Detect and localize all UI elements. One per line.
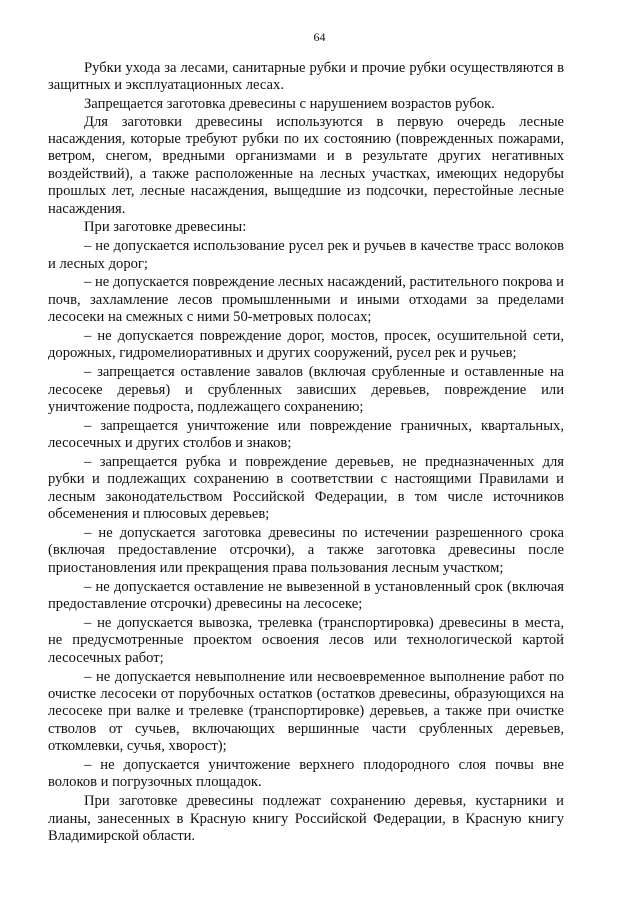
paragraph-5: При заготовке древесины подлежат сохранению деревья, кустарники и лианы, занесенных в Красную книгу Российской Федерации, в Красную книгу Владимирской области. (48, 793, 564, 844)
list-item-1: – не допускается использование русел рек и ручьев в качестве трасс волоков и лесных дорог; (48, 238, 564, 272)
list-item-3: – не допускается повреждение дорог, мостов, просек, осушительной сети, дорожных, гидромелиоративных и других сооружений, русел рек и ручьев; (48, 328, 564, 362)
paragraph-1: Рубки ухода за лесами, санитарные рубки и прочие рубки осуществляются в защитных и эксплуатационных лесах. (48, 60, 564, 94)
list-item-5: – запрещается уничтожение или повреждение граничных, квартальных, лесосечных и других столбов и знаков; (48, 417, 564, 452)
list-item-6: – запрещается рубка и повреждение деревьев, не предназначенных для рубки и подлежащих сохранению в соответствии с настоящими Правилами и лесным законодательством Российской Федерации, в том числе источников обсеменения и плюсовых деревьев; (48, 454, 564, 523)
document-body (48, 60, 564, 845)
list-item-9: – не допускается вывозка, трелевка (транспортировка) древесины в места, не предусмотренные проектом освоения лесов или технологической картой лесосечных работ; (48, 614, 564, 666)
paragraph-2: Запрещается заготовка древесины с нарушением возрастов рубок. (84, 96, 495, 113)
page-number: 64 (313, 30, 326, 44)
paragraph-3: Для заготовки древесины используются в первую очередь лесные насаждения, которые требуют рубки по их состоянию (поврежденных пожарами, ветром, снегом, вредными организмами и в результате других негативных воздействий), а также расположенные на лесных участках, имеющих недорубы прошлых лет, лесные насаждения, выщедшие из подсочки, перестойные лесные насаждения. (48, 113, 564, 217)
list-item-8: – не допускается оставление не вывезенной в установленный срок (включая предоставление отсрочки) древесины на лесосеке; (48, 578, 564, 613)
list-item-2: – не допускается повреждение лесных насаждений, растительного покрова и почв, захламление лесов промышленными и иными отходами за пределами лесосеки на смежных с ними 50-метровых полосах; (48, 274, 564, 326)
list-item-11: – не допускается уничтожение верхнего плодородного слоя почвы вне волоков и погрузочных площадок. (48, 756, 564, 791)
list-item-10: – не допускается невыполнение или несвоевременное выполнение работ по очистке лесосеки от порубочных остатков (остатков древесины, образующихся на лесосеке при валке и трелевке (транспортировке) деревьев, а также при очистке стволов от сучьев, включающих вершинные части срубленных деревьев, откомлевки, сучья, хворост); (48, 668, 564, 755)
paragraph-4: При заготовке древесины: (84, 219, 247, 236)
list-item-7: – не допускается заготовка древесины по истечении разрешенного срока (включая предоставление отсрочки), а также заготовка древесины после приостановления или прекращения права пользования лесным участком; (48, 525, 564, 576)
list-item-4: – запрещается оставление завалов (включая срубленные и оставленные на лесосеке деревья) и срубленных зависших деревьев, повреждение или уничтожение подроста, подлежащего сохранению; (48, 364, 564, 416)
